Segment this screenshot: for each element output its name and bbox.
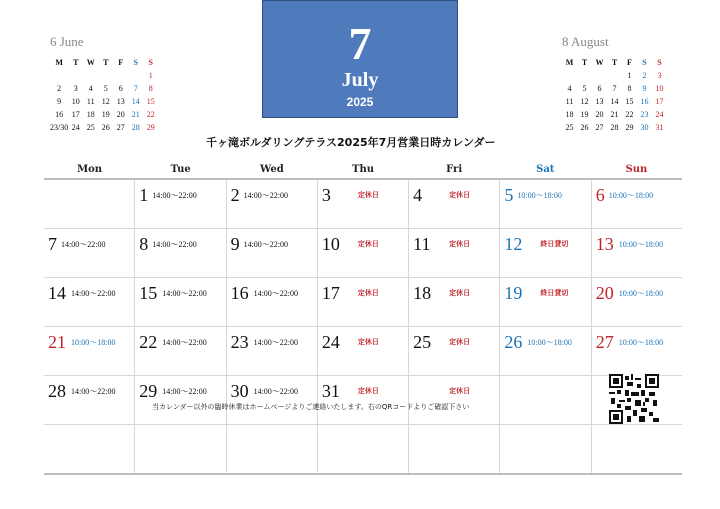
business-hours: 14:00〜22:00 [253, 338, 299, 347]
mini-day [128, 69, 143, 82]
mini-calendar-title: 6 June [50, 34, 84, 49]
week-row [44, 376, 682, 425]
mini-week-row [50, 69, 158, 82]
mini-weekday-label: F [118, 58, 124, 67]
mini-day: 10 [71, 97, 80, 106]
mini-day: 1 [627, 71, 632, 80]
mini-day: 27 [595, 123, 604, 132]
week-row [44, 425, 682, 475]
closed-label: 定休日 [449, 387, 471, 395]
mini-day: 29 [146, 123, 155, 132]
closed-label: 定休日 [449, 191, 471, 199]
mini-calendar-table [562, 56, 667, 134]
day-number: 21 [48, 332, 66, 352]
business-hours: 14:00〜22:00 [243, 191, 289, 200]
business-hours: 10:00〜18:00 [608, 191, 654, 200]
mini-day: 2 [57, 84, 62, 93]
mini-day: 25 [86, 123, 95, 132]
day-cell [227, 327, 318, 375]
day-number: 16 [230, 283, 249, 303]
mini-day: 19 [101, 110, 110, 119]
day-number: 14 [48, 283, 66, 303]
business-hours: 14:00〜22:00 [162, 289, 207, 298]
mini-day: 17 [655, 97, 664, 106]
business-hours: 14:00〜22:00 [162, 387, 207, 396]
mini-week-row [562, 69, 667, 82]
mini-calendar-title: 8 August [562, 34, 609, 49]
mini-day: 23 [640, 110, 649, 119]
weekday-header: Sat [536, 164, 555, 175]
day-cell [318, 327, 409, 375]
reserved-label: 終日貸切 [540, 240, 569, 248]
day-number: 1 [139, 185, 149, 205]
mini-weekday-label: T [581, 58, 588, 67]
mini-day [607, 69, 622, 82]
closed-label: 定休日 [449, 289, 471, 297]
day-cell [135, 278, 226, 326]
day-number: 6 [595, 185, 605, 205]
mini-week-row [562, 95, 667, 108]
closed-label: 定休日 [357, 240, 379, 248]
closed-label: 定休日 [449, 240, 471, 248]
weekday-header: Fri [446, 164, 463, 175]
weekday-header: Tue [170, 164, 191, 175]
day-cell [227, 180, 318, 228]
mini-day: 23/30 [50, 123, 69, 132]
mini-day: 22 [625, 110, 634, 119]
mini-day: 5 [103, 84, 108, 93]
mini-day: 29 [625, 123, 634, 132]
mini-day: 20 [595, 110, 604, 119]
day-cell [227, 376, 318, 424]
mini-day: 14 [131, 97, 140, 106]
qr-code-icon[interactable] [609, 374, 659, 424]
mini-weekday-label: T [73, 58, 79, 67]
mini-day: 18 [565, 110, 574, 119]
day-cell [500, 425, 591, 473]
mini-weekday-label: W [595, 58, 604, 67]
mini-day: 5 [582, 84, 587, 93]
day-number: 23 [230, 332, 249, 352]
mini-weekday-label: S [657, 58, 662, 67]
day-cell [500, 180, 591, 228]
mini-day [83, 69, 98, 82]
closed-label: 定休日 [357, 387, 379, 395]
business-hours: 14:00〜22:00 [162, 338, 207, 347]
day-number: 17 [321, 283, 340, 303]
day-cell [227, 425, 318, 473]
mini-week-row [50, 121, 158, 134]
mini-week-row [562, 108, 667, 121]
mini-weekday-label: S [642, 58, 647, 67]
day-number: 11 [413, 234, 431, 254]
day-cell [227, 278, 318, 326]
day-cell [592, 327, 682, 375]
day-cell [135, 327, 226, 375]
week-row [44, 229, 682, 278]
mini-day: 27 [116, 123, 125, 132]
mini-day: 1 [148, 71, 153, 80]
day-number: 19 [504, 283, 523, 303]
mini-day: 24 [655, 110, 664, 119]
mini-weekday-label: M [55, 58, 63, 67]
day-number: 15 [139, 283, 158, 303]
day-cell [44, 425, 135, 473]
mini-weekday-label: F [627, 58, 632, 67]
mini-day: 16 [55, 110, 64, 119]
mini-day: 8 [627, 84, 632, 93]
closed-label: 定休日 [357, 338, 379, 346]
mini-day: 9 [57, 97, 62, 106]
day-cell [135, 229, 226, 277]
mini-day: 22 [146, 110, 155, 119]
day-cell [500, 278, 591, 326]
day-number: 29 [139, 381, 158, 401]
mini-week-row [50, 82, 158, 95]
day-cell [44, 376, 135, 424]
day-cell [318, 278, 409, 326]
mini-day: 25 [565, 123, 574, 132]
day-number: 22 [139, 332, 158, 352]
day-number: 31 [321, 381, 340, 401]
day-number: 3 [321, 185, 331, 205]
day-number: 9 [230, 234, 240, 254]
mini-day: 21 [610, 110, 619, 119]
mini-day: 7 [133, 84, 138, 93]
day-number: 28 [48, 381, 66, 401]
mini-day: 13 [595, 97, 604, 106]
day-cell [592, 180, 682, 228]
day-number: 30 [230, 381, 249, 401]
day-cell [318, 425, 409, 473]
mini-week-row [562, 82, 667, 95]
mini-calendar-table [50, 56, 158, 134]
business-hours: 10:00〜18:00 [618, 289, 664, 298]
day-cell [409, 327, 500, 375]
mini-calendar-august [562, 34, 680, 134]
mini-weekday-label: T [103, 58, 109, 67]
mini-day [98, 69, 113, 82]
business-hours: 10:00〜18:00 [517, 191, 562, 200]
notice-text: 当カレンダー以外の臨時休業はホームページよりご連絡いたします。右のQRコードよりご確認下さい [152, 403, 470, 411]
day-number: 10 [321, 234, 340, 254]
mini-day: 26 [580, 123, 589, 132]
mini-day: 12 [101, 97, 110, 106]
mini-day: 7 [612, 84, 617, 93]
day-cell [44, 278, 135, 326]
week-row [44, 327, 682, 376]
day-number: 2 [230, 185, 240, 205]
mini-day: 11 [86, 97, 95, 106]
business-hours: 10:00〜18:00 [618, 338, 664, 347]
weekday-header: Thu [352, 164, 374, 175]
closed-label: 定休日 [449, 338, 471, 346]
mini-day: 9 [642, 84, 647, 93]
day-cell [44, 180, 135, 228]
mini-day: 3 [73, 84, 78, 93]
mini-day: 17 [71, 110, 80, 119]
day-number: 18 [413, 283, 432, 303]
day-number: 27 [595, 332, 614, 352]
weekday-header: Wed [259, 164, 284, 175]
calendar-title: 千ヶ滝ボルダリングテラス2025年7月営業日時カレンダー [206, 136, 496, 149]
mini-day: 24 [71, 123, 80, 132]
day-cell [592, 229, 682, 277]
business-hours: 14:00〜22:00 [71, 289, 116, 298]
mini-day: 2 [642, 71, 647, 80]
weekday-header-row [44, 161, 682, 180]
business-hours: 10:00〜18:00 [618, 240, 664, 249]
closed-label: 定休日 [357, 191, 379, 199]
mini-weekday-label: M [565, 58, 574, 67]
reserved-label: 終日貸切 [540, 289, 569, 297]
mini-week-row [562, 121, 667, 134]
day-cell [592, 278, 682, 326]
mini-weekday-label: S [148, 58, 153, 67]
business-hours: 14:00〜22:00 [243, 240, 289, 249]
weekday-header: Sun [625, 164, 648, 175]
mini-day: 12 [580, 97, 589, 106]
mini-day [562, 69, 577, 82]
day-cell [44, 229, 135, 277]
business-hours: 14:00〜22:00 [253, 387, 299, 396]
mini-day: 15 [146, 97, 155, 106]
day-cell [409, 229, 500, 277]
mini-day [577, 69, 592, 82]
mini-day: 6 [118, 84, 123, 93]
month-banner [262, 0, 458, 118]
business-hours: 10:00〜18:00 [71, 338, 116, 347]
day-number: 5 [504, 185, 514, 205]
day-cell [44, 327, 135, 375]
business-hours: 10:00〜18:00 [527, 338, 572, 347]
day-cell [135, 180, 226, 228]
mini-day [592, 69, 607, 82]
day-cell [135, 425, 226, 473]
day-cell [500, 327, 591, 375]
day-cell [318, 376, 409, 424]
mini-day: 28 [610, 123, 619, 132]
calendar-grid [44, 161, 682, 475]
mini-day: 16 [640, 97, 649, 106]
month-number: 7 [348, 18, 372, 69]
mini-week-row [50, 95, 158, 108]
day-cell [500, 376, 591, 424]
mini-day: 3 [657, 71, 662, 80]
mini-day: 6 [597, 84, 602, 93]
business-hours: 14:00〜22:00 [71, 387, 116, 396]
day-cell [409, 278, 500, 326]
mini-day: 20 [116, 110, 125, 119]
mini-day: 26 [101, 123, 110, 132]
day-cell [227, 229, 318, 277]
mini-day: 13 [116, 97, 125, 106]
closed-label: 定休日 [357, 289, 379, 297]
day-number: 12 [504, 234, 523, 254]
mini-week-row [50, 108, 158, 121]
week-row [44, 180, 682, 229]
mini-day: 21 [131, 110, 140, 119]
mini-weekday-label: T [611, 58, 618, 67]
mini-day: 31 [655, 123, 664, 132]
mini-day [68, 69, 83, 82]
day-number: 13 [595, 234, 614, 254]
day-cell [409, 425, 500, 473]
day-cell [135, 376, 226, 424]
weekday-header: Mon [77, 164, 103, 175]
day-number: 25 [413, 332, 432, 352]
mini-weekday-label: S [133, 58, 138, 67]
business-hours: 14:00〜22:00 [152, 191, 197, 200]
year-label: 2025 [346, 95, 374, 109]
month-name: July [341, 69, 379, 91]
day-cell [318, 229, 409, 277]
day-number: 8 [139, 234, 149, 254]
mini-day: 4 [567, 84, 572, 93]
day-cell [318, 180, 409, 228]
day-cell [409, 376, 500, 424]
mini-day: 4 [88, 84, 93, 93]
business-hours: 14:00〜22:00 [152, 240, 197, 249]
mini-day [50, 69, 68, 82]
mini-day: 18 [86, 110, 95, 119]
mini-weekday-label: W [86, 58, 95, 67]
day-number: 4 [413, 185, 423, 205]
day-number: 26 [504, 332, 523, 352]
week-row [44, 278, 682, 327]
mini-day: 8 [148, 84, 153, 93]
mini-day: 28 [131, 123, 140, 132]
mini-day: 14 [610, 97, 619, 106]
mini-day: 11 [565, 97, 574, 106]
day-number: 7 [48, 234, 57, 254]
day-number: 20 [595, 283, 614, 303]
day-cell [592, 425, 682, 473]
day-cell [500, 229, 591, 277]
mini-day: 30 [640, 123, 649, 132]
mini-day: 10 [655, 84, 664, 93]
business-hours: 14:00〜22:00 [61, 240, 106, 249]
day-cell [409, 180, 500, 228]
mini-day: 19 [580, 110, 589, 119]
business-hours: 14:00〜22:00 [253, 289, 299, 298]
day-number: 24 [321, 332, 340, 352]
mini-calendar-june [50, 34, 168, 134]
mini-day: 15 [625, 97, 634, 106]
mini-day [113, 69, 128, 82]
